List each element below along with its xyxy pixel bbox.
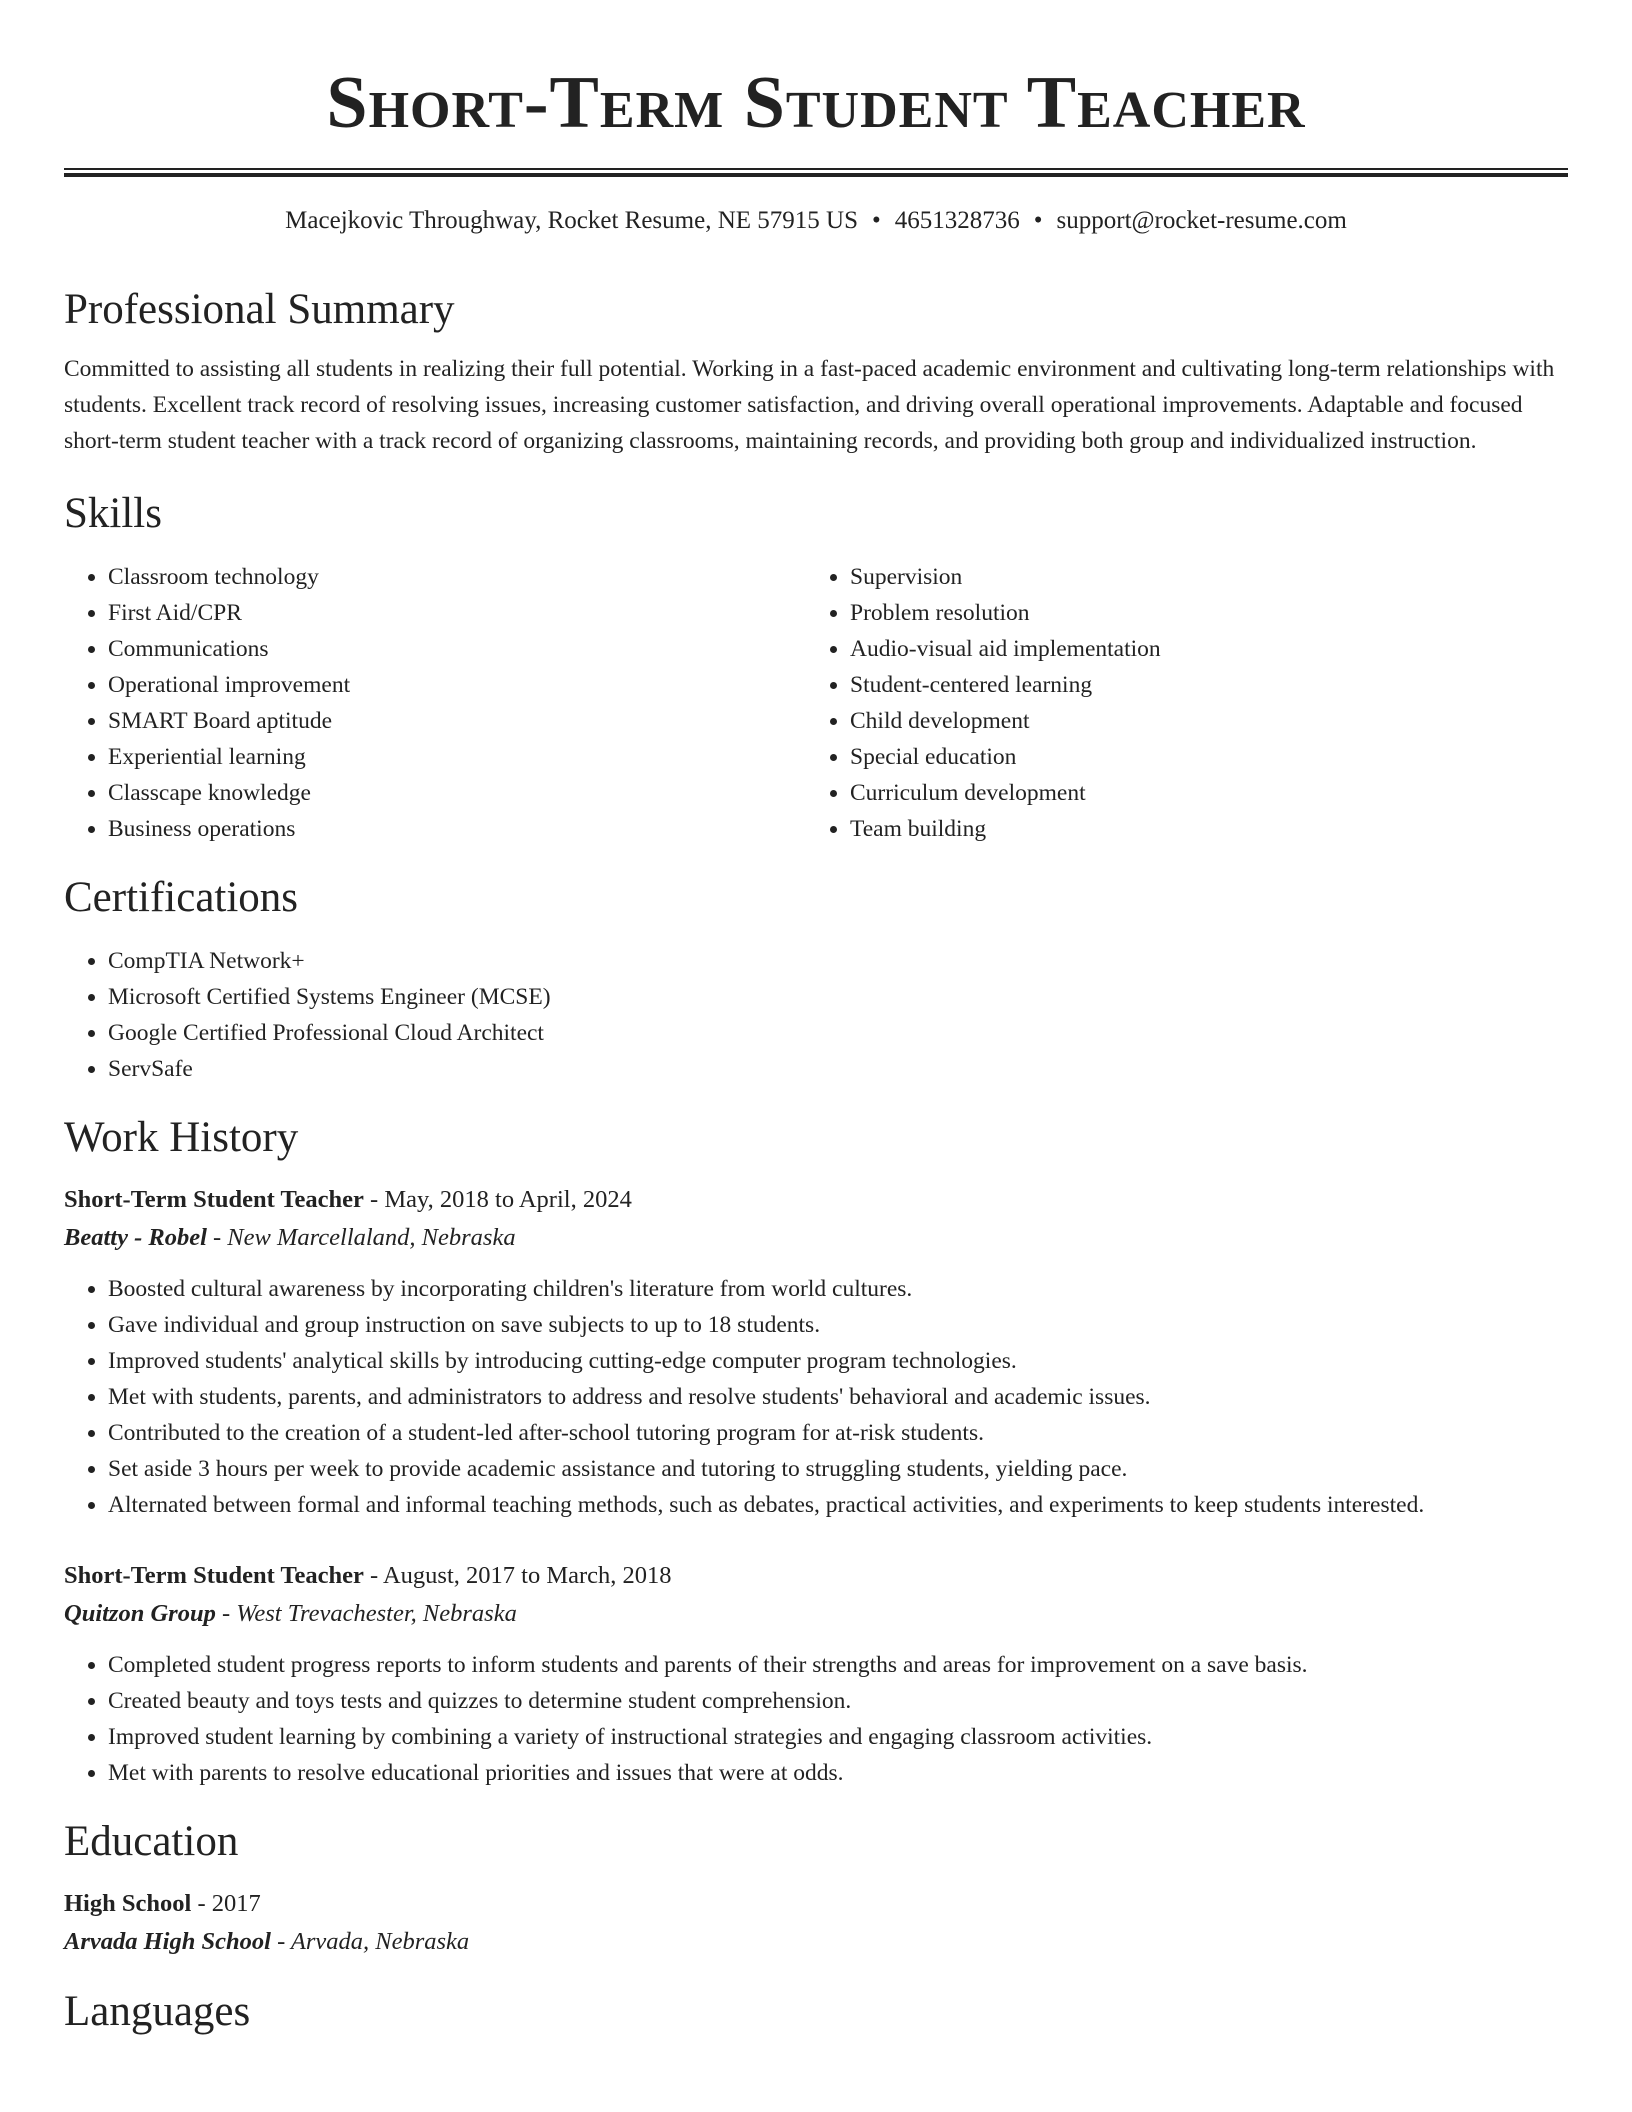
- job-bullet: • Completed student progress reports to inform students and parents of their strengths and areas for improvement on a save basis.: [108, 1647, 1568, 1683]
- job-dates: - August, 2017 to March, 2018: [363, 1562, 672, 1589]
- job-bullet: • Met with parents to resolve educational priorities and issues that were at odds.: [108, 1755, 1568, 1791]
- employer-name: Quitzon Group: [64, 1600, 216, 1627]
- job-bullet: • Contributed to the creation of a student-led after-school tutoring program for at-risk students.: [108, 1415, 1568, 1451]
- skill-item: • Audio-visual aid implementation: [850, 631, 1548, 667]
- employer-location: - New Marcellaland, Nebraska: [206, 1224, 516, 1251]
- certification-item: • CompTIA Network+: [108, 943, 1568, 979]
- job-bullet: • Improved students' analytical skills by introducing cutting-edge computer program technologies.: [108, 1343, 1568, 1379]
- skill-item: • Special education: [850, 739, 1548, 775]
- job-header: [64, 1181, 1568, 1219]
- title-divider: [64, 168, 1568, 177]
- employer-line: [64, 1219, 1568, 1257]
- contact-email: support@rocket-resume.com: [1056, 207, 1347, 234]
- skill-item: • Experiential learning: [108, 739, 806, 775]
- certification-item: • Google Certified Professional Cloud Architect: [108, 1015, 1568, 1051]
- education-school-line: [64, 1923, 1568, 1961]
- skill-item: • Communications: [108, 631, 806, 667]
- contact-address: Macejkovic Throughway, Rocket Resume, NE 57915 US: [285, 207, 858, 234]
- skill-item: • Classroom technology: [108, 559, 806, 595]
- contact-separator: •: [1033, 207, 1043, 234]
- skill-item: • Child development: [850, 703, 1548, 739]
- job-title: Short-Term Student Teacher: [64, 1186, 364, 1213]
- education-degree: High School: [64, 1890, 192, 1917]
- skill-item: • Supervision: [850, 559, 1548, 595]
- skill-item: • SMART Board aptitude: [108, 703, 806, 739]
- skill-item: • Curriculum development: [850, 775, 1548, 811]
- job-bullet: • Set aside 3 hours per week to provide academic assistance and tutoring to struggling students, yielding pace.: [108, 1451, 1568, 1487]
- job-bullet-list: [64, 1271, 1568, 1523]
- skill-item: • Business operations: [108, 811, 806, 847]
- job-header: [64, 1557, 1568, 1595]
- job-bullet: • Created beauty and toys tests and quizzes to determine student comprehension.: [108, 1683, 1568, 1719]
- skills-column-left: [64, 559, 806, 847]
- languages-heading: Languages: [64, 1988, 251, 2035]
- certifications-heading: Certifications: [64, 874, 299, 921]
- skill-item: • First Aid/CPR: [108, 595, 806, 631]
- job-entry: [64, 1557, 1568, 1791]
- contact-phone: 4651328736: [894, 207, 1020, 234]
- skills-list-right: [850, 559, 1548, 847]
- job-bullet: • Met with students, parents, and administrators to address and resolve students' behavioral and academic issues.: [108, 1379, 1568, 1415]
- skill-item: • Student-centered learning: [850, 667, 1548, 703]
- certification-item: • Microsoft Certified Systems Engineer (MCSE): [108, 979, 1568, 1015]
- skills-column-right: [806, 559, 1548, 847]
- skills-list-left: [108, 559, 806, 847]
- education-year: - 2017: [191, 1890, 261, 1917]
- job-title: Short-Term Student Teacher: [64, 1562, 364, 1589]
- skill-item: • Team building: [850, 811, 1548, 847]
- summary-text: Committed to assisting all students in realizing their full potential. Working in a fast-paced academic environment and cultivating long-term relationships with students. Excellent track record of resolving issues, increasing customer satisfaction, and driving overall operational improvements. Adaptable and focused short-term student teacher with a track record of organizing classrooms, maintaining records, and providing both group and individualized instruction.: [64, 356, 1555, 454]
- job-bullet: • Gave individual and group instruction on save subjects to up to 18 students.: [108, 1307, 1568, 1343]
- certification-item: • ServSafe: [108, 1051, 1568, 1087]
- employer-location: - West Trevachester, Nebraska: [215, 1600, 517, 1627]
- employer-name: Beatty - Robel: [64, 1224, 207, 1251]
- education-school: Arvada High School: [64, 1928, 271, 1955]
- skill-item: • Operational improvement: [108, 667, 806, 703]
- job-dates: - May, 2018 to April, 2024: [363, 1186, 632, 1213]
- education-heading: Education: [64, 1818, 239, 1865]
- skills-heading: Skills: [64, 490, 162, 537]
- skill-item: • Problem resolution: [850, 595, 1548, 631]
- education-degree-line: [64, 1885, 1568, 1923]
- skills-grid: [64, 559, 1568, 847]
- education-entry: [64, 1885, 1568, 1961]
- summary-heading: Professional Summary: [64, 286, 455, 333]
- job-entry: [64, 1181, 1568, 1523]
- certifications-list: [64, 943, 1568, 1087]
- job-bullet: • Alternated between formal and informal teaching methods, such as debates, practical activities, and experiments to keep students interested.: [108, 1487, 1568, 1523]
- education-location: - Arvada, Nebraska: [270, 1928, 470, 1955]
- job-bullet-list: [64, 1647, 1568, 1791]
- work-history-heading: Work History: [64, 1114, 299, 1161]
- employer-line: [64, 1595, 1568, 1633]
- resume-title: Short-Term Student Teacher: [326, 62, 1306, 144]
- job-bullet: • Boosted cultural awareness by incorporating children's literature from world cultures.: [108, 1271, 1568, 1307]
- skill-item: • Classcape knowledge: [108, 775, 806, 811]
- contact-line: [64, 205, 1568, 237]
- job-bullet: • Improved student learning by combining a variety of instructional strategies and engaging classroom activities.: [108, 1719, 1568, 1755]
- contact-separator: •: [872, 207, 881, 234]
